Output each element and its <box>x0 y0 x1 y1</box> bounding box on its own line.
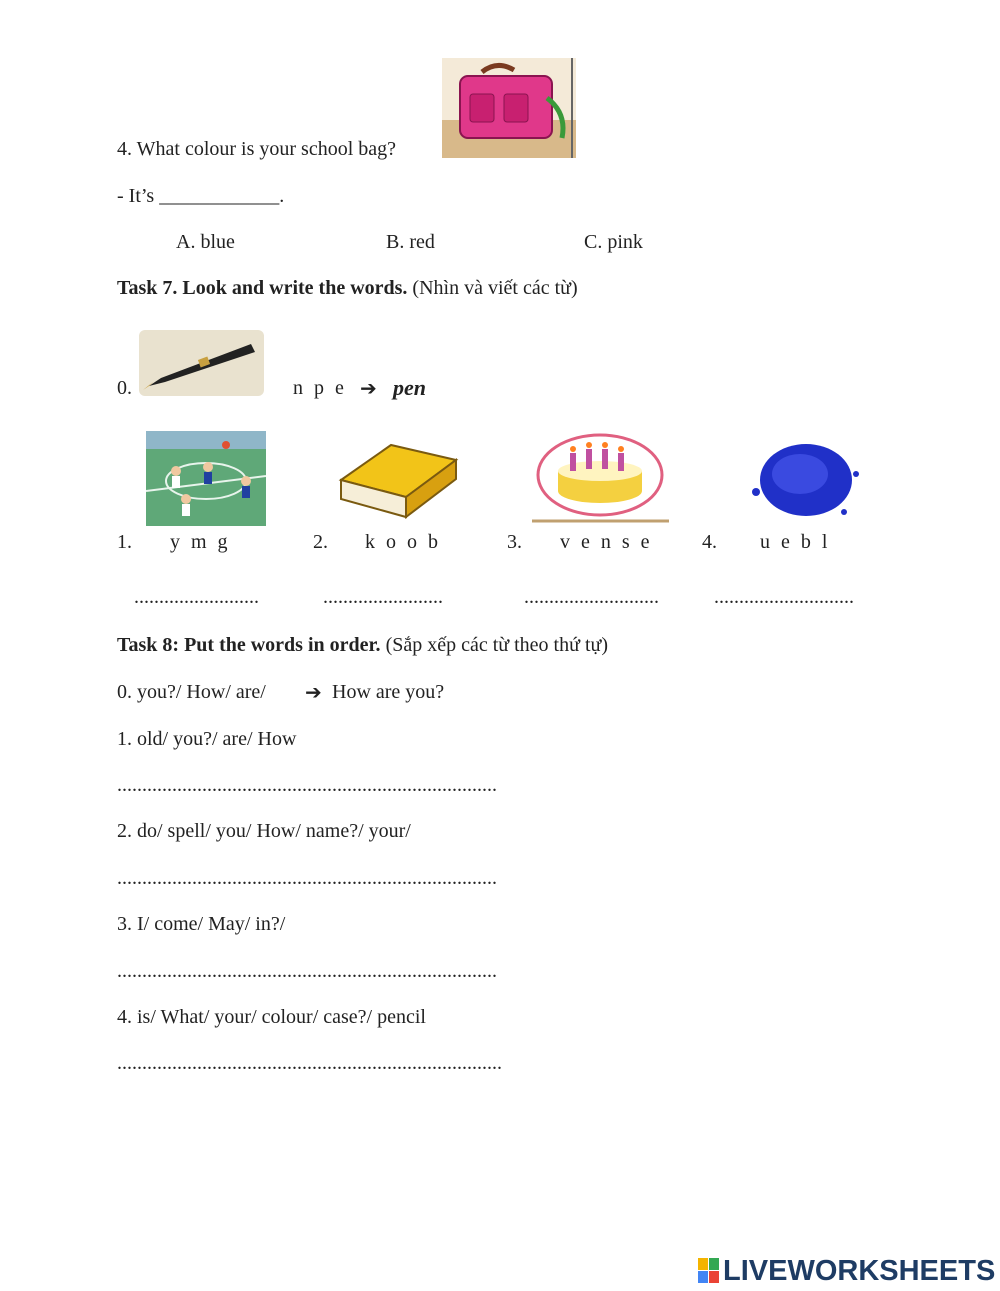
gym-image <box>146 431 266 526</box>
item-2-answer-blank[interactable]: ........................ <box>323 586 443 608</box>
pen-image <box>139 330 264 396</box>
answer-line: - It’s ____________. <box>117 185 285 207</box>
right-arrow-icon: ➔ <box>360 378 377 400</box>
item-1-number: 1. <box>117 531 132 553</box>
item-4-number: 4. <box>702 531 717 553</box>
task8-heading <box>117 634 608 657</box>
blue-powder-image <box>734 432 872 527</box>
task8-item-4-prompt: 4. is/ What/ your/ colour/ case?/ pencil <box>117 1006 426 1028</box>
example-answer: pen <box>393 375 426 400</box>
task8-item-1-answer-blank[interactable]: ............................................................................ <box>117 774 497 796</box>
task7-title: Task 7. Look and write the words. <box>117 277 408 299</box>
task7-note: (Nhìn và viết các từ) <box>412 277 578 299</box>
task8-item-3-prompt: 3. I/ come/ May/ in?/ <box>117 913 286 935</box>
item-1-answer-blank[interactable]: ......................... <box>134 586 259 608</box>
item-3-number: 3. <box>507 531 522 553</box>
item-4-scrambled: u e b l <box>760 531 831 553</box>
item-2-number: 2. <box>313 531 328 553</box>
task8-item-3-answer-blank[interactable]: ............................................................................ <box>117 960 497 982</box>
option-c[interactable]: C. pink <box>584 231 643 253</box>
task8-item-2-prompt: 2. do/ spell/ you/ How/ name?/ your/ <box>117 820 411 842</box>
right-arrow-icon: ➔ <box>305 682 322 704</box>
task8-item-2-answer-blank[interactable]: ............................................................................ <box>117 867 497 889</box>
item-2-scrambled: k o o b <box>365 531 441 553</box>
task8-note: (Sắp xếp các từ theo thứ tự) <box>385 634 609 656</box>
item-3-answer-blank[interactable]: ........................... <box>524 586 659 608</box>
task8-item-4-answer-blank[interactable]: ............................................................................. <box>117 1052 502 1074</box>
task8-item-1-prompt: 1. old/ you?/ are/ How <box>117 728 297 750</box>
logo-blocks-icon <box>698 1258 720 1284</box>
example-scrambled: n p e <box>293 377 347 399</box>
task8-title: Task 8: Put the words in order. <box>117 634 381 656</box>
item-1-scrambled: y m g <box>170 531 231 553</box>
item-3-scrambled: v e n s e <box>560 531 653 553</box>
school-bag-image <box>442 58 576 158</box>
liveworksheets-logo <box>698 1255 995 1287</box>
option-b[interactable]: B. red <box>386 231 435 253</box>
example-number: 0. <box>117 377 132 399</box>
brand-name: LIVEWORKSHEETS <box>723 1254 996 1287</box>
option-a[interactable]: A. blue <box>176 231 235 253</box>
cake-image <box>532 431 669 527</box>
task8-example-prompt: 0. you?/ How/ are/ <box>117 681 266 703</box>
question-4-text: 4. What colour is your school bag? <box>117 138 397 160</box>
task8-example-answer: How are you? <box>332 681 445 703</box>
item-4-answer-blank[interactable]: ............................ <box>714 586 854 608</box>
book-image <box>331 435 464 527</box>
task7-heading <box>117 277 578 300</box>
